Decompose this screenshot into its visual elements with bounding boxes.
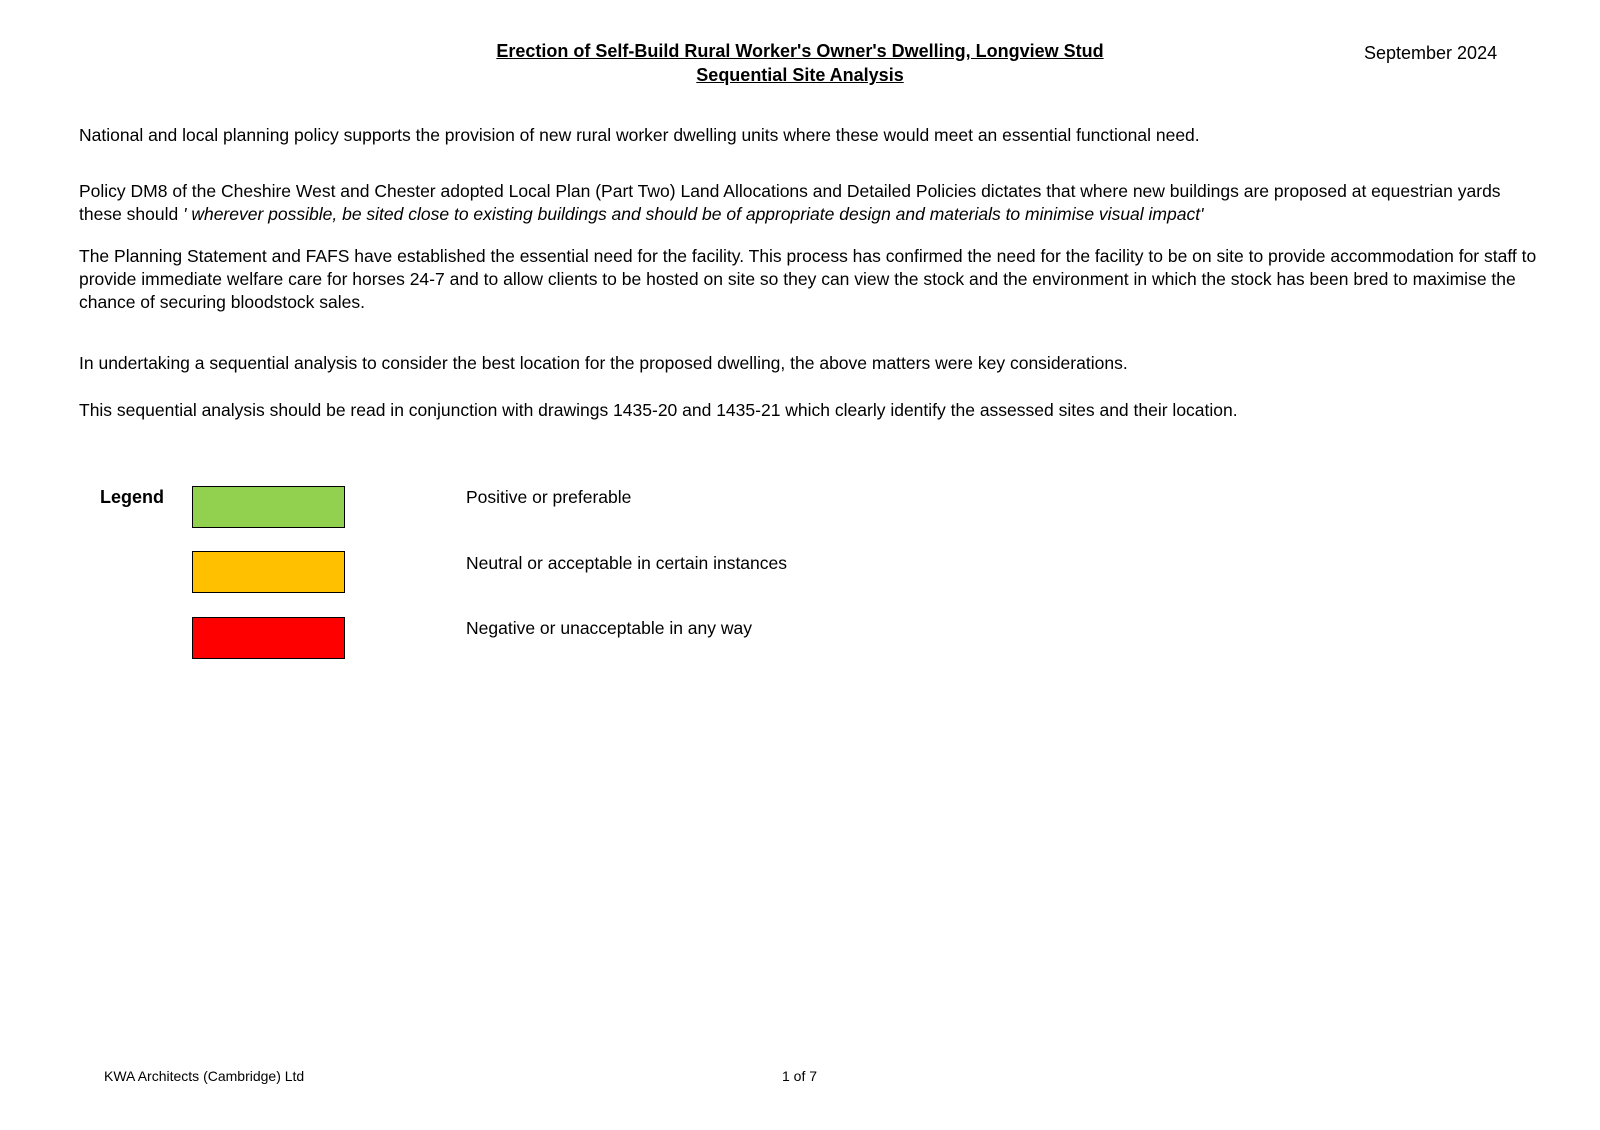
paragraph-policy-support: National and local planning policy supports the provision of new rural worker dwelling units where these would meet an essential functional need. [79,125,1200,145]
paragraph-drawings-reference: This sequential analysis should be read in conjunction with drawings 1435-20 and 1435-21 which clearly identify the assessed sites and their location. [79,400,1238,420]
legend-label-positive: Positive or preferable [466,487,632,507]
paragraph-sequential-analysis: In undertaking a sequential analysis to consider the best location for the proposed dwelling, the above matters were key considerations. [79,353,1128,373]
document-date: September 2024 [1364,43,1498,63]
document-subtitle: Sequential Site Analysis [696,65,904,85]
legend-swatch-positive [192,486,345,528]
legend-title: Legend [100,487,165,507]
paragraph-essential-need: The Planning Statement and FAFS have established the essential need for the facility. This process has confirmed the need for the facility to be on site to provide accommodation for staff to provide immediate welfare care for horses 24-7 and to allow clients to be hosted on site so they can view the stock and the environment in which the stock has been bred to maximise the chance of securing bloodstock sales. [79,246,1537,312]
footer-page-number: 1 of 7 [782,1068,818,1084]
policy-dm8-quote: ' wherever possible, be sited close to existing buildings and should be of appropriate design and materials to minimise visual impact' [183,204,1204,224]
policy-dm8-text: Policy DM8 of the Cheshire West and Chester adopted Local Plan (Part Two) Land Allocations and Detailed Policies dictates that where new buildings are proposed at equestrian yards these should [79,181,1501,224]
footer-company: KWA Architects (Cambridge) Ltd [104,1068,305,1084]
document-title: Erection of Self-Build Rural Worker's Owner's Dwelling, Longview Stud [496,41,1104,61]
paragraph-policy-dm8 [79,180,1539,226]
legend-label-negative: Negative or unacceptable in any way [466,618,753,638]
legend-swatch-negative [192,617,345,659]
legend-swatch-neutral [192,551,345,593]
legend-label-neutral: Neutral or acceptable in certain instances [466,553,788,573]
